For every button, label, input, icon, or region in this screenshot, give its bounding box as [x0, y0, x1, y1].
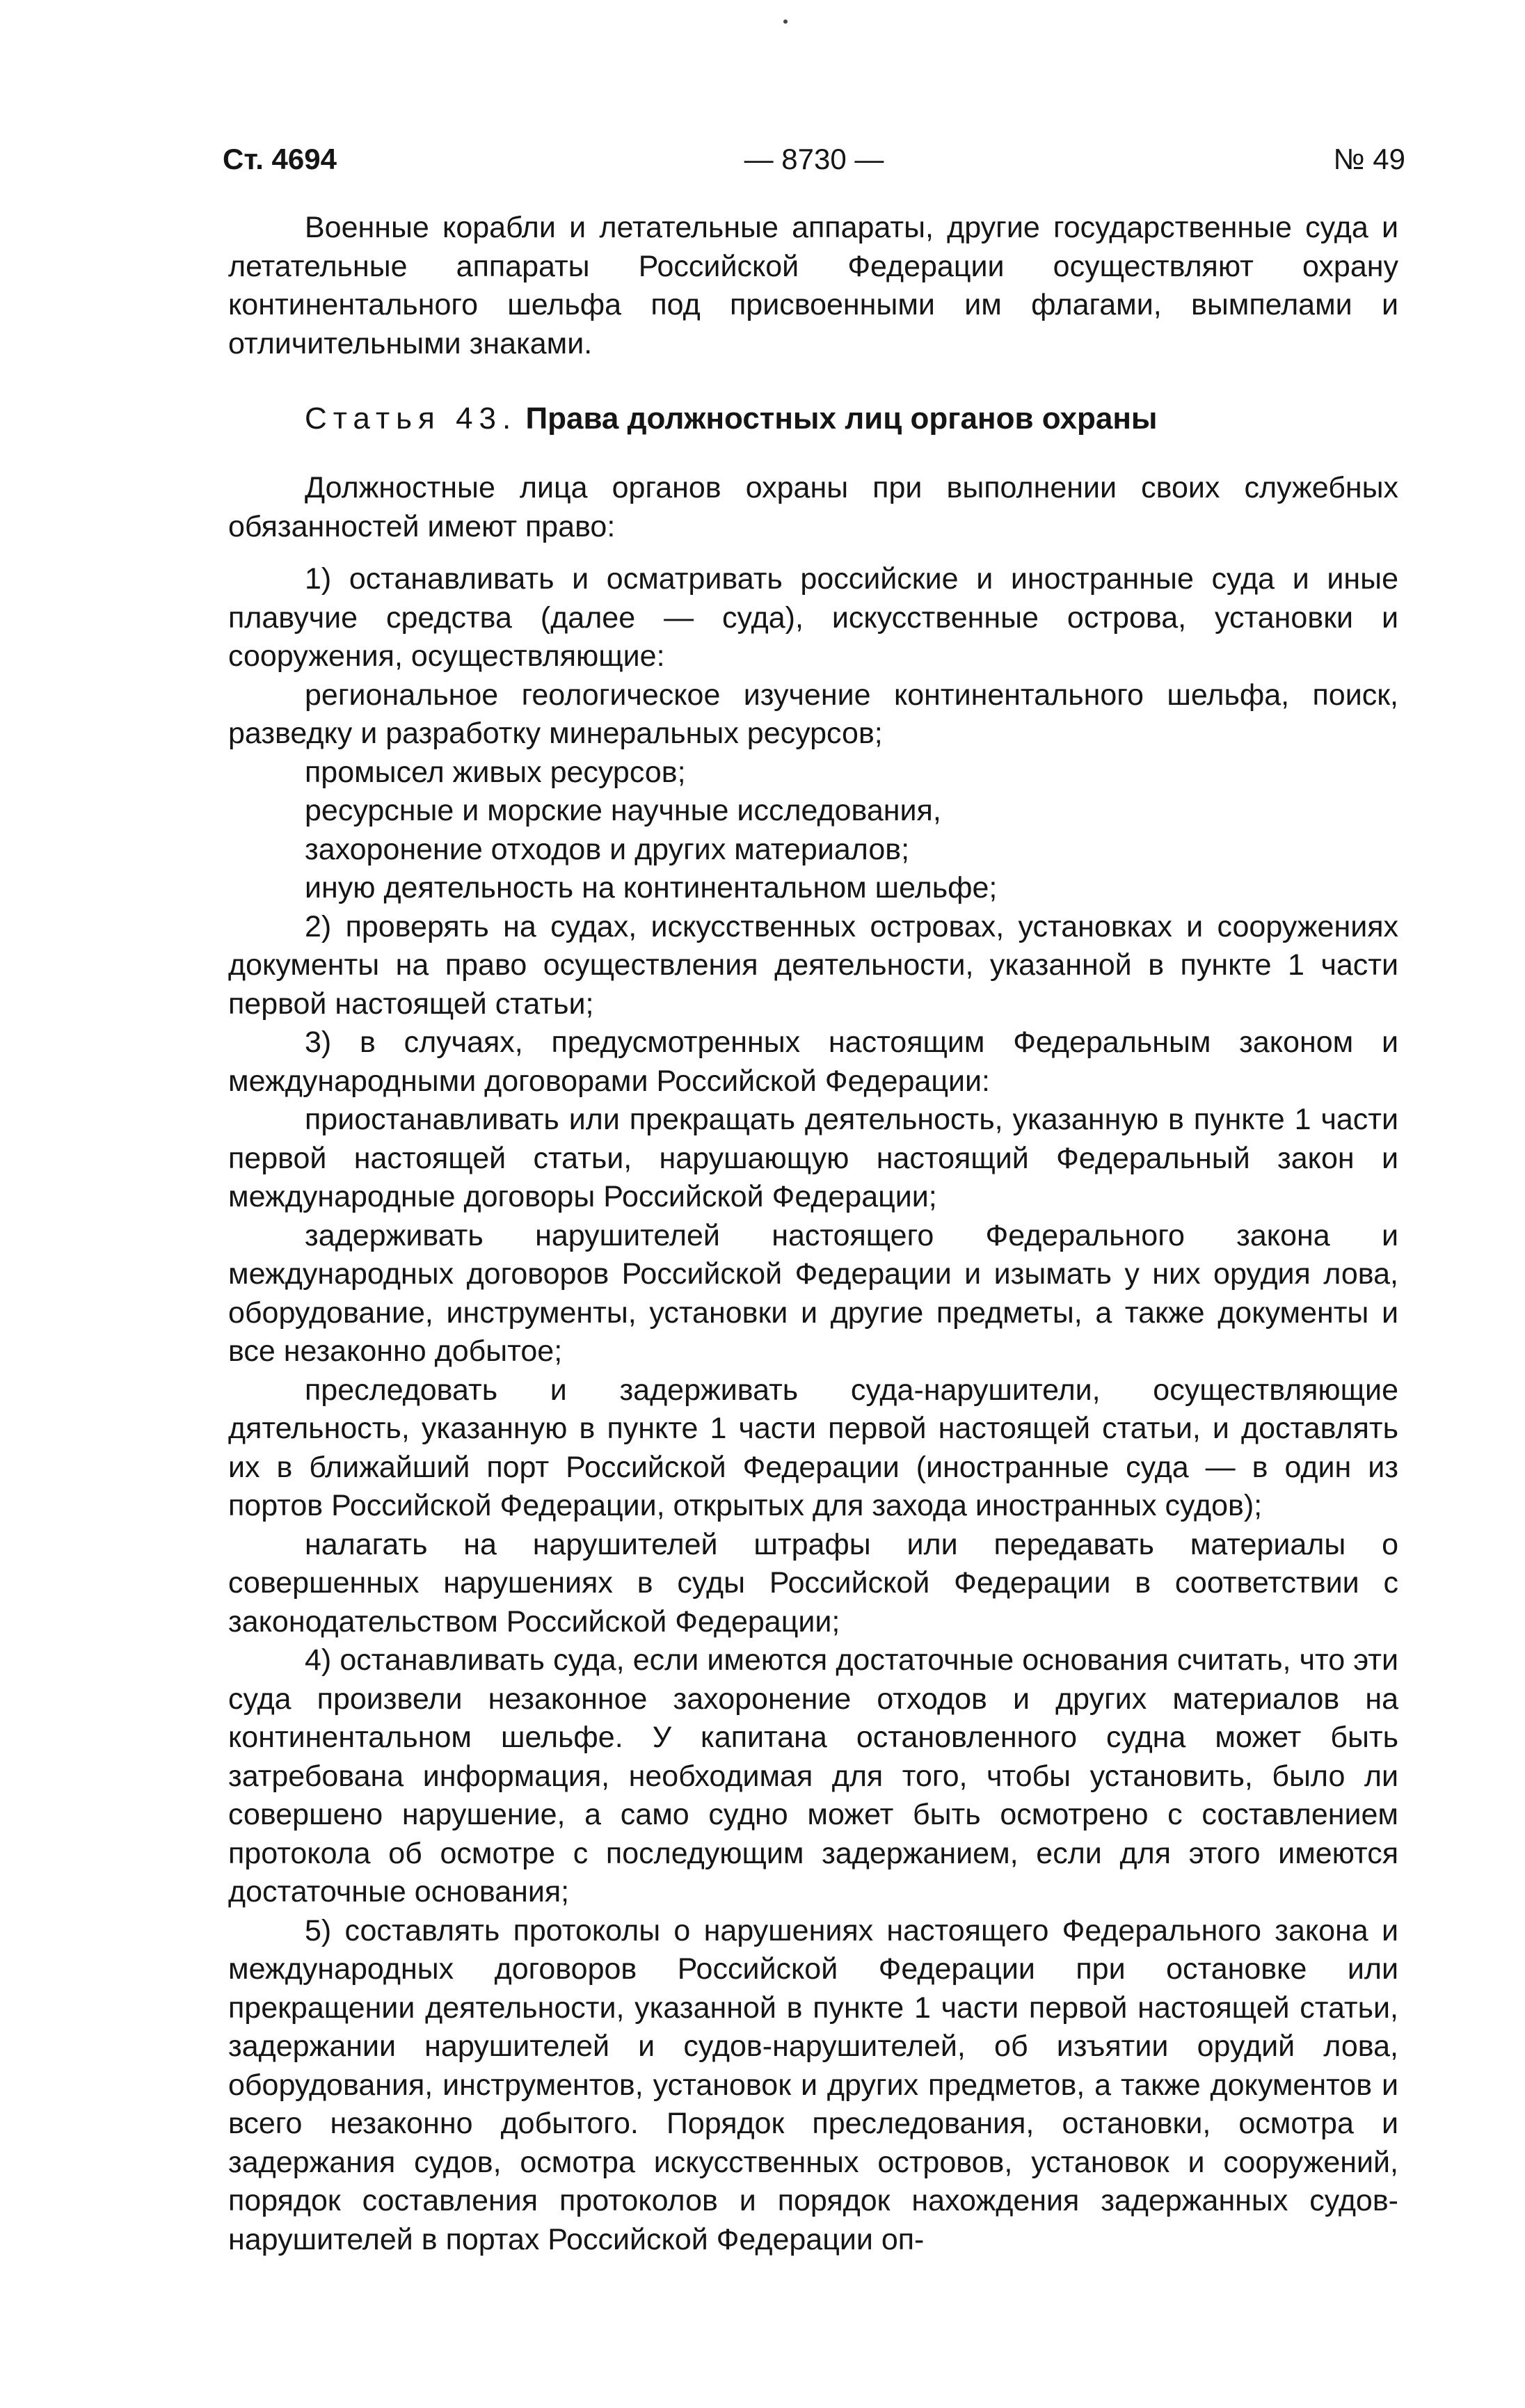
paragraph: 5) составлять протоколы о нарушениях настоящего Федерального закона и международных договоров Российской Федерации при остановке или прекращении деятельности, указанной в пункте 1 части первой настоящей статьи, задержании нарушителей и судов-нарушителей, об изъятии орудий лова, оборудования, инструментов, установок и других предметов, а также документов и всего незаконно добытого. Порядок преследования, остановки, осмотра и задержания судов, осмотра искусственных островов, установок и сооружений, порядок составления протоколов и порядок нахождения задержанных судов-нарушителей в портах Российской Федерации оп- [228, 1913, 1398, 2256]
paragraph: преследовать и задерживать суда-нарушители, осуществляющие дятельность, указанную в пункте 1 части первой настоящей статьи, и доставлять их в ближайший порт Российской Федерации (иностранные суда — в один из портов Российской Федерации, открытых для захода иностранных судов); [228, 1373, 1398, 1522]
paragraph: приостанавливать или прекращать деятельность, указанную в пункте 1 части первой настоящей статьи, нарушающую настоящий Федеральный закон и международные договоры Российской Федерации; [228, 1103, 1398, 1213]
intro-paragraph: Военные корабли и летательные аппараты, другие государственные суда и летательные аппараты Российской Федерации осуществляют охрану континентального шельфа под присвоенными им флагами, вымпелами и отличительными знаками. [228, 211, 1398, 360]
article-label: Статья 43. [305, 401, 518, 436]
header-page-number: — 8730 — [744, 143, 884, 175]
paragraph: 1) останавливать и осматривать российские и иностранные суда и иные плавучие средства (далее — суда), искусственные острова, установки и сооружения, осуществляющие: [228, 562, 1398, 673]
paragraph: Должностные лица органов охраны при выполнении своих служебных обязанностей имеют право: [228, 471, 1398, 543]
header-article-ref: Ст. 4694 [223, 143, 337, 175]
paragraph: налагать на нарушителей штрафы или передавать материалы о совершенных нарушениях в суды Российской Федерации в соответствии с законодательством Российской Федерации; [228, 1527, 1398, 1638]
paragraph: 2) проверять на судах, искусственных островах, установках и сооружениях документы на право осуществления деятельности, указанной в пункте 1 части первой настоящей статьи; [228, 909, 1398, 1021]
article-title: Права должностных лиц органов охраны [525, 401, 1158, 436]
paragraph: 3) в случаях, предусмотренных настоящим Федеральным законом и международными договорами Российской Федерации: [228, 1026, 1398, 1098]
scan-speck [783, 19, 788, 24]
paragraph: захоронение отходов и других материалов; [305, 832, 910, 866]
paragraph: промысел живых ресурсов; [305, 755, 686, 789]
paragraph: 4) останавливать суда, если имеются достаточные основания считать, что эти суда произвели незаконное захоронение отходов и других материалов на континентальном шельфе. У капитана остановленного судна может быть затребована информация, необходимая для того, чтобы установить, было ли совершено нарушение, а само судно может быть осмотрено с составлением протокола об осмотре с последующим задержанием, если для этого имеются достаточные основания; [228, 1643, 1398, 1908]
page-header [223, 143, 1405, 184]
paragraph: иную деятельность на континентальном шельфе; [305, 871, 998, 904]
document-body [228, 209, 1398, 2259]
paragraph: региональное геологическое изучение континентального шельфа, поиск, разведку и разработку минеральных ресурсов; [228, 678, 1398, 750]
article-heading [228, 399, 1398, 438]
header-issue-number: № 49 [1333, 143, 1405, 175]
paragraph: ресурсные и морские научные исследования, [305, 794, 941, 827]
paragraph: задерживать нарушителей настоящего Федерального закона и международных договоров Российской Федерации и изымать у них орудия лова, оборудование, инструменты, установки и другие предметы, а также документы и все незаконно добытое; [228, 1218, 1398, 1368]
